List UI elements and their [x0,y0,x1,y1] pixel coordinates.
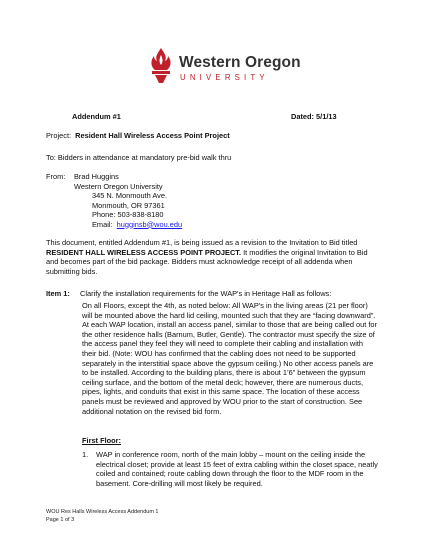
addendum-number: Addendum #1 [72,112,121,121]
from-street: 345 N. Monmouth Ave. [92,191,168,200]
first-floor-heading: First Floor: [82,436,122,445]
addendum-date: Dated: 5/1/13 [291,112,337,121]
from-name: Brad Huggins [74,172,119,181]
from-org: Western Oregon University [74,181,163,191]
list-item-number: 1. [82,450,89,459]
intro-paragraph [46,238,368,276]
footer-page-number: Page 1 of 3 [46,517,75,523]
item1-label: Item 1: [46,289,70,298]
from-email-line [92,220,182,230]
item1-title: Clarify the installation requirements for the WAP's in Heritage Hall as follows: [80,289,332,298]
to-line: To: Bidders in attendance at mandatory pre-bid walk thru [46,153,232,162]
intro-text-2: It modifies the original Invitation to Bid and becomes part of the bid package. Bidders must acknowledge receipt of all addenda when submitting bids. [46,247,368,276]
project-name: Resident Hall Wireless Access Point Project [75,131,230,140]
intro-text-1: This document, entitled Addendum #1, is being issued as a revision to the Invitation to Bid titled [46,238,358,247]
logo-subtitle: UNIVERSITY [180,73,269,82]
from-phone: Phone: 503-838-8180 [92,210,164,219]
intro-bold-title: RESIDENT HALL WIRELESS ACCESS POINT PROJECT. [46,247,242,257]
torch-logo-icon [146,46,176,84]
footer-title: WOU Res Halls Wireless Access Addendum 1 [46,509,159,515]
from-city: Monmouth, OR 97361 [92,200,165,210]
from-label: From: [46,172,66,181]
university-logo [146,46,301,86]
project-label: Project: [46,131,72,140]
email-label: Email: [92,219,113,229]
email-link[interactable]: hugginsb@wou.edu [116,219,183,229]
project-line [46,131,230,141]
list-item-text: WAP in conference room, north of the main lobby – mount on the ceiling inside the electrical closet; provide at least 15 feet of extra cabling within the closet space, neatly coiled and contained; route cabling down through the floor to the MDF room in the basement. Core-drilling will most likely be required. [96,450,378,488]
logo-wordmark: Western Oregon [179,54,301,71]
item1-body: On all Floors, except the 4th, as noted below: All WAP's in the living areas (21 per floor) will be mounted above the hard lid ceiling, mounted such that they are “facing downward”. At each WAP location, install an access panel, similar to those that are being called out for the other residence halls (Barnum, Butler, Gentle). The contractor must specify the size of the access panel they feel they will need to complete their cabling and installation with their bid. (Note: WOU has confirmed that the cabling does not need to be supported separately in the interstitial space above the gypsum ceiling.) No other access panels are to be installed. According to the building plans, there is about 1’6” between the gypsum ceiling surface, and the bottom of the metal deck; however, there are numerous ducts, pipes, lights, and conduits that exist in this same space. The location of these access panels must be reviewed and approved by WOU prior to the start of construction. See additional notation on the revised bid form. [82,301,377,416]
